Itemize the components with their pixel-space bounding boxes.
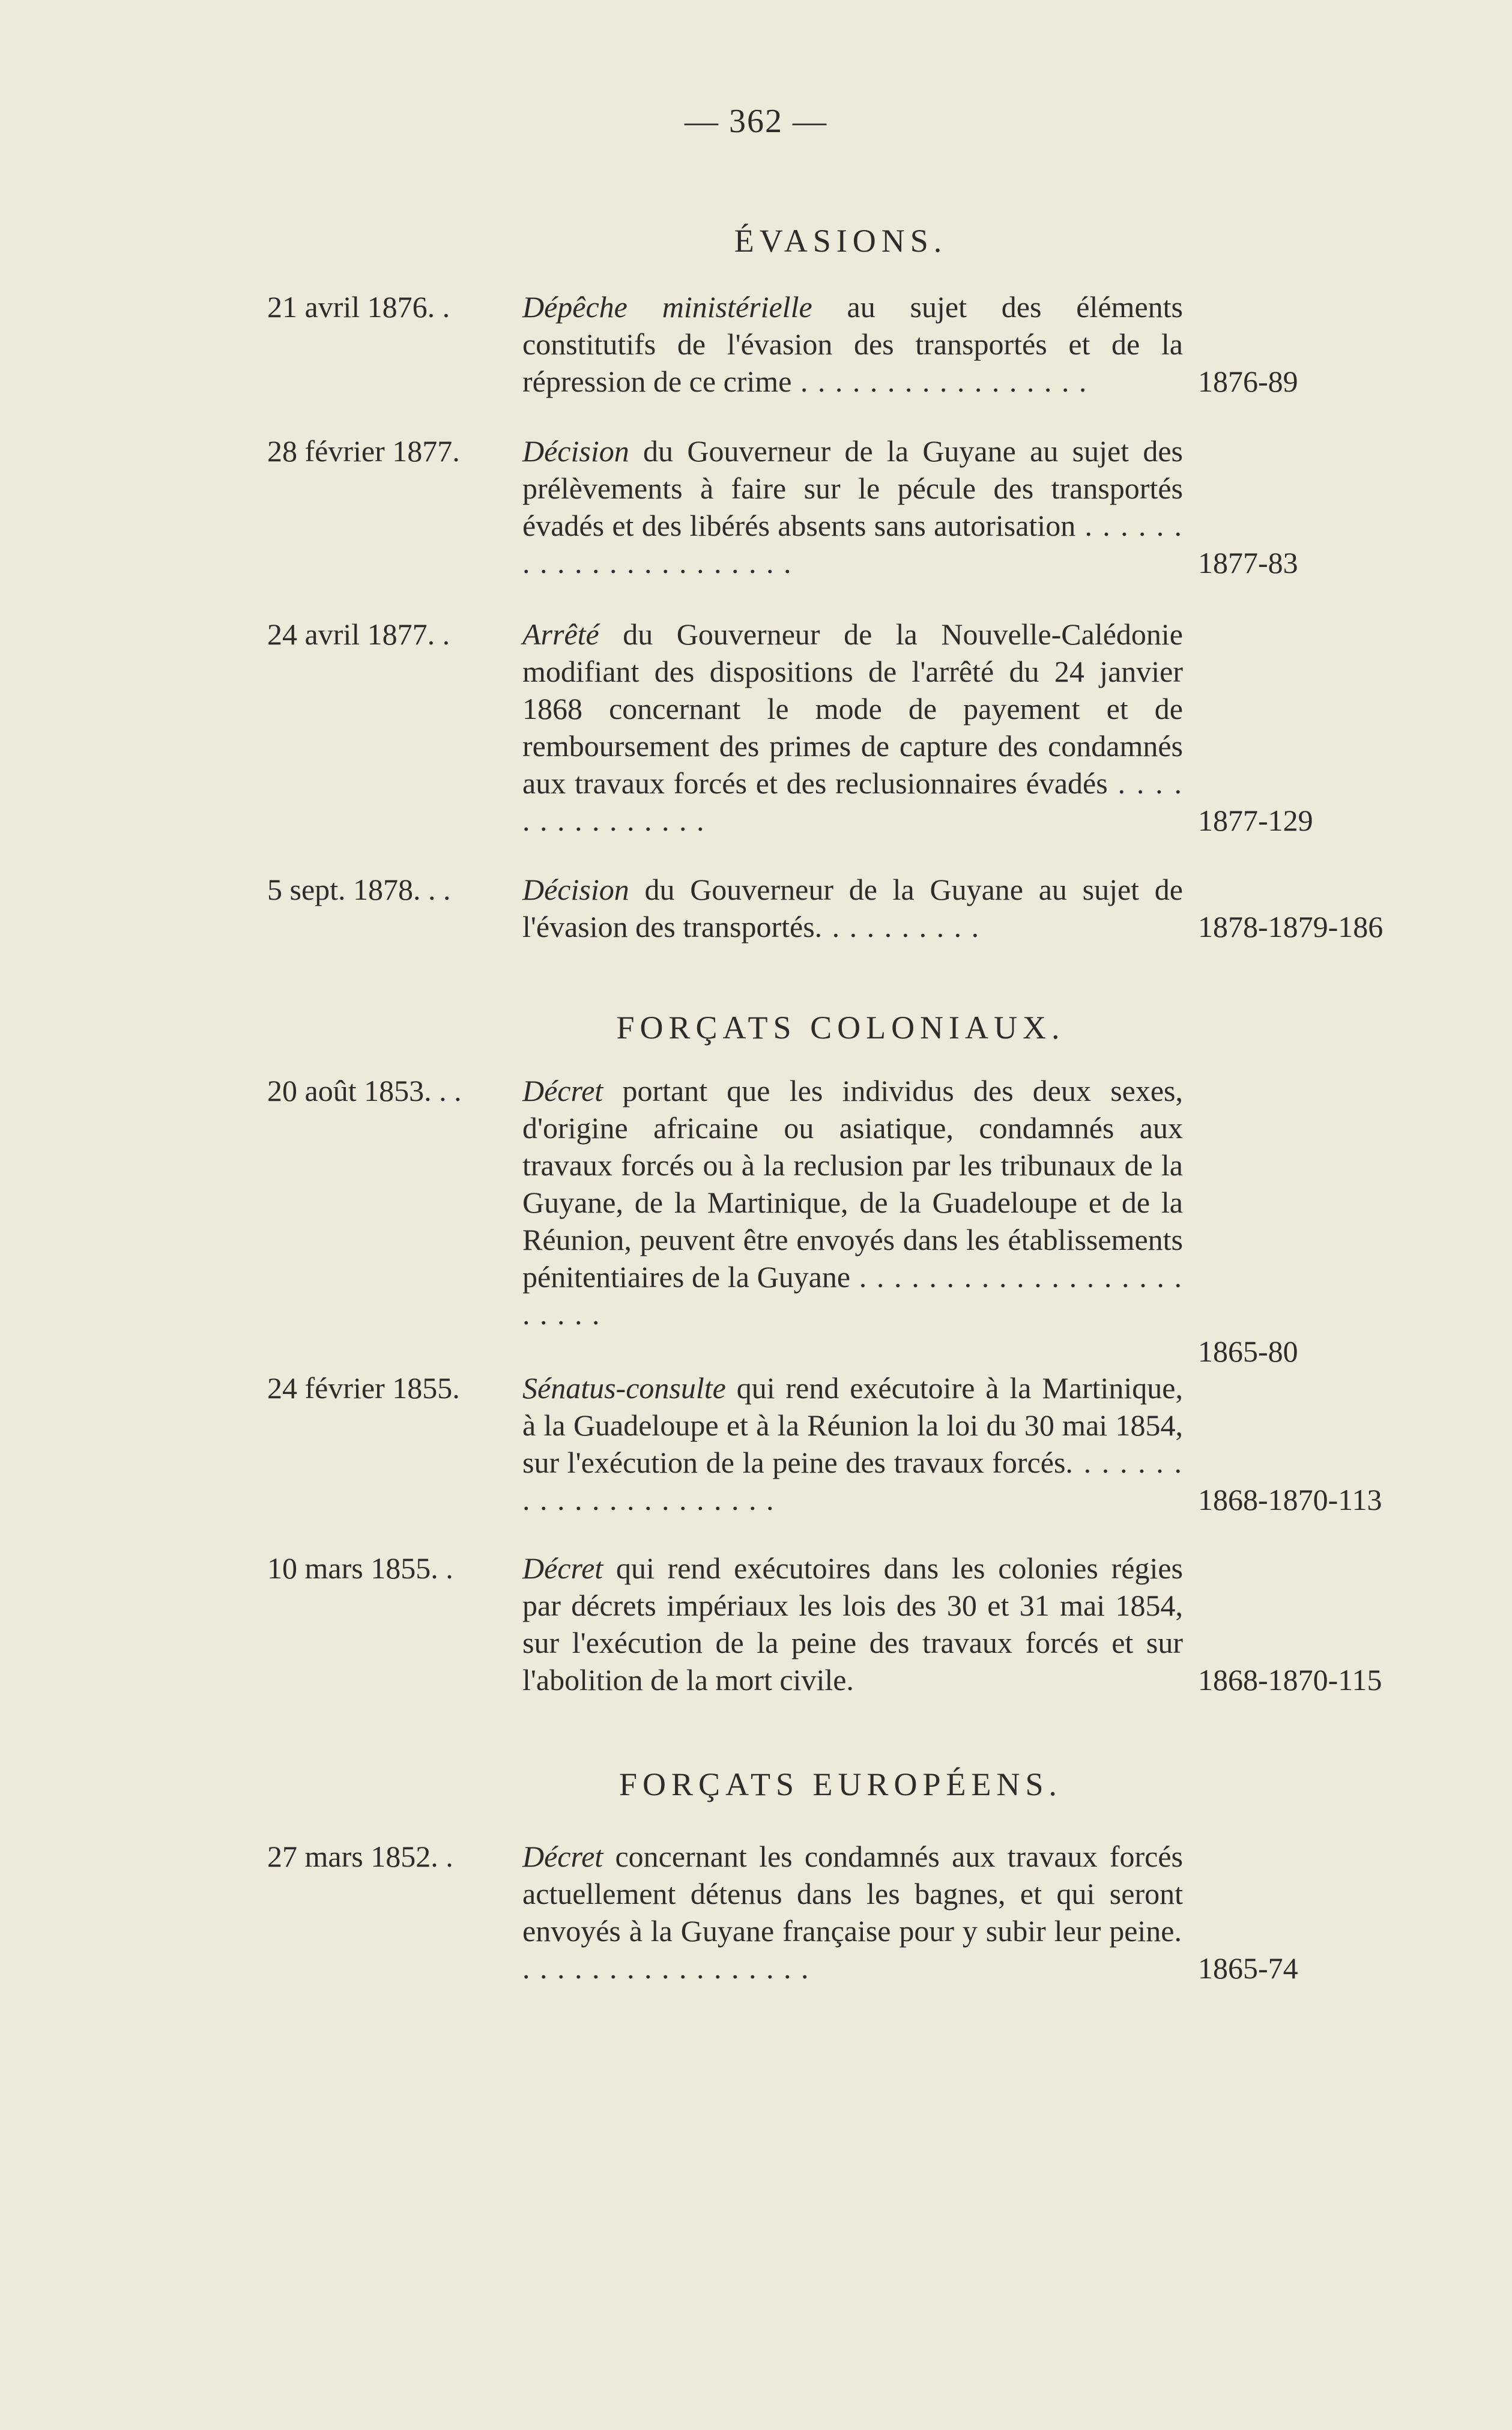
dot-leader: . . . . . . . . . . . . . . . . . . . . . . — [522, 509, 1184, 580]
entry-date: 27 mars 1852. . — [267, 1840, 453, 1873]
act-description: qui rend exécutoires dans les colonies régies par décrets impériaux les lois des 30 et 31 mai 1854, sur l'exécution de la peine des travaux forcés et sur l'abolition de la mort civile. — [522, 1551, 1183, 1697]
act-type: Décision — [522, 873, 629, 906]
act-description: au sujet des éléments constitutifs de l'évasion des transportés et de la répression de ce crime — [522, 290, 1183, 398]
section-title-evasions: ÉVASIONS. — [734, 223, 948, 259]
act-type: Arrêté — [522, 617, 599, 651]
entry-date: 20 août 1853. . . — [267, 1074, 462, 1107]
act-description: du Gouverneur de la Guyane au sujet de l'évasion des transportés — [522, 873, 1183, 944]
entry-date: 24 avril 1877. . — [267, 617, 450, 651]
entry-reference: 1868-1870-115 — [1198, 1663, 1382, 1697]
entry-text — [522, 432, 1183, 581]
act-description: qui rend exécutoire à la Martinique, à la Guadeloupe et à la Réunion la loi du 30 mai 1854, sur l'exécution de la peine des travaux forcés — [522, 1371, 1184, 1479]
act-type: Décision — [522, 434, 629, 468]
dot-leader: . . . . . . . . . . . . . . . . . . — [522, 1914, 1183, 1985]
entry-reference: 1865-74 — [1198, 1951, 1298, 1985]
act-type: Décret — [522, 1074, 603, 1107]
entry-text — [522, 871, 1183, 945]
act-description: concernant les condamnés aux travaux forcés actuellement détenus dans les bagnes, et qui seront envoyés à la Guyane française pour y subir leur peine — [522, 1840, 1183, 1948]
entry-reference: 1868-1870-113 — [1198, 1483, 1382, 1516]
entry-reference: 1877-83 — [1198, 546, 1298, 580]
entry-date: 5 sept. 1878. . . — [267, 873, 451, 906]
section-title-forcats-europeens: FORÇATS EUROPÉENS. — [618, 1766, 1063, 1802]
entry-reference: 1877-129 — [1198, 804, 1313, 837]
act-description: du Gouverneur de la Nouvelle-Calédonie modifiant des dispositions de l'arrêté du 24 janvier 1868 concernant le mode de payement et de remboursement des primes de capture des condamnés aux travaux forcés et des reclusionnaires évadés — [522, 617, 1183, 800]
entry-reference: 1865-80 — [1198, 1335, 1298, 1368]
act-description: du Gouverneur de la Guyane au sujet des prélèvements à faire sur le pécule des transportés évadés et des libérés absents sans autorisation — [522, 434, 1184, 542]
dot-leader: . . . . . . . . . . . . . . . . . . . . . . . . — [522, 1260, 1184, 1331]
entry-reference: 1876-89 — [1198, 365, 1298, 398]
entry-text — [522, 1072, 1183, 1333]
act-type: Décret — [522, 1551, 603, 1585]
entry-text — [522, 1550, 1183, 1698]
dot-leader: . . . . . . . . . . . . . . . — [522, 766, 1183, 837]
dot-leader: . . . . . . . . . . . . . . . . . — [791, 365, 1088, 398]
entry-text — [522, 1838, 1183, 1987]
page-number: — 362 — — [685, 103, 827, 140]
entry-date: 10 mars 1855. . — [267, 1551, 453, 1585]
section-title-forcats-coloniaux: FORÇATS COLONIAUX. — [616, 1010, 1065, 1046]
dot-leader: . . . . . . . . . . — [814, 910, 981, 944]
act-type: Dépêche ministérielle — [522, 290, 812, 324]
entry-reference: 1878-1879-186 — [1198, 910, 1383, 944]
entry-text — [522, 288, 1183, 400]
entry-date: 28 février 1877. — [267, 434, 460, 468]
entry-text — [522, 1369, 1183, 1518]
dot-leader: . . . . . . . . . . . . . . . . . . . . . . — [522, 1446, 1183, 1516]
act-description: portant que les individus des deux sexes, d'origine africaine ou asiatique, condamnés aux travaux forcés ou à la reclusion par les tribunaux de la Guyane, de la Martinique, de la Guadeloupe et de la Réunion, peuvent être envoyés dans les établissements pénitentiaires de la Guyane — [522, 1074, 1184, 1294]
act-type: Sénatus-consulte — [522, 1371, 726, 1405]
act-type: Décret — [522, 1840, 603, 1873]
entry-date: 21 avril 1876. . — [267, 290, 450, 324]
entry-text — [522, 616, 1183, 839]
entry-date: 24 février 1855. — [267, 1371, 460, 1405]
